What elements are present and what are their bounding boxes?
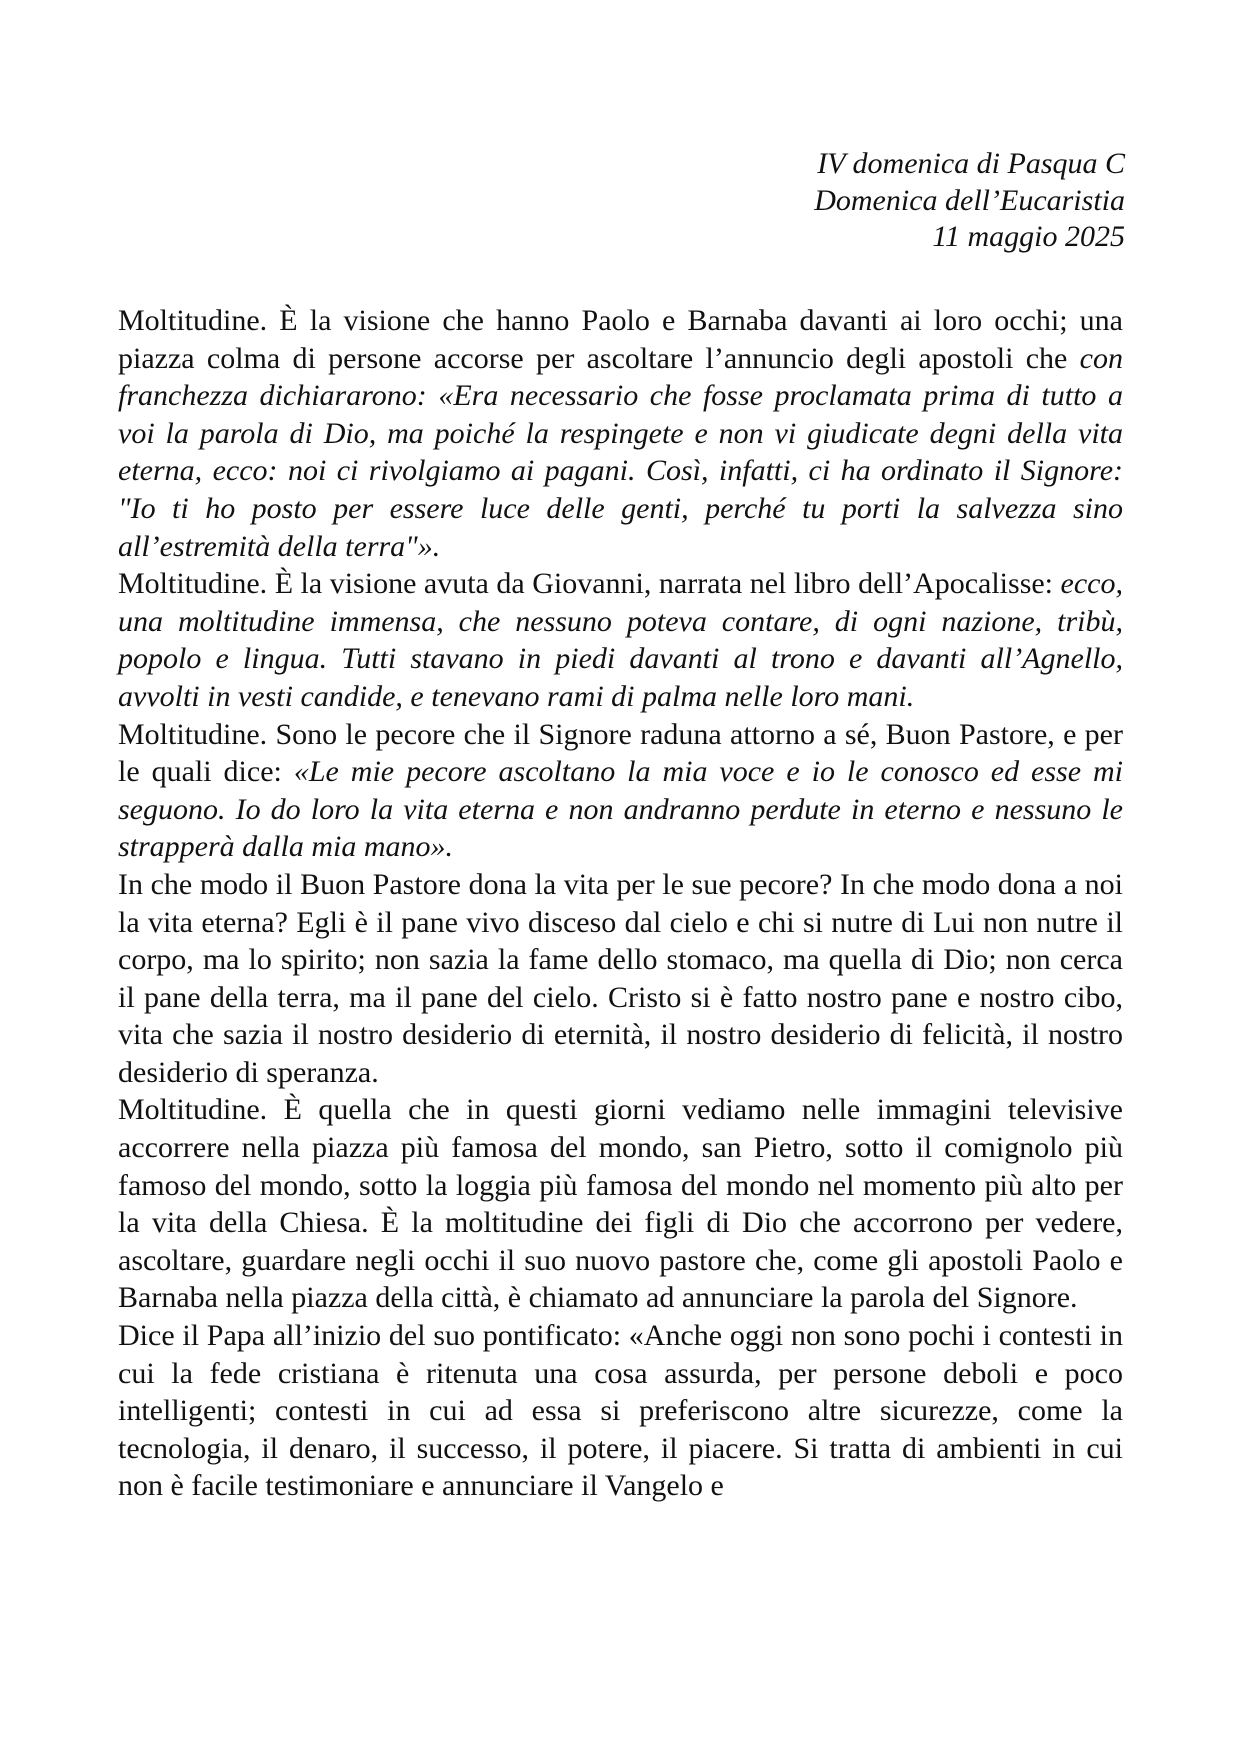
paragraph-3-text: Moltitudine. Sono le pecore che il Signore raduna attorno a sé, Buon Pastore, e per le quali dice: [118, 717, 1123, 789]
paragraph-1-text: Moltitudine. È la visione che hanno Paolo e Barnaba davanti ai loro occhi; una piazza colma di persone accorse per ascoltare l’annuncio degli apostoli che [118, 304, 1123, 375]
paragraph-4 [118, 866, 1123, 1092]
paragraph-3 [118, 716, 1123, 866]
paragraph-1-quote: con franchezza dichiararono: «Era necessario che fosse proclamata prima di tutto a voi la parola di Dio, ma poiché la respingete e non vi giudicate degni della vita eterna, ecco: noi ci rivolgiamo ai pagani. Così, infatti, ci ha ordinato il Signore: "Io ti ho posto per essere luce delle genti, perché tu porti la salvezza sino all’estremità della terra"». [118, 341, 1123, 563]
homily-body [118, 302, 1123, 1505]
paragraph-4-text: In che modo il Buon Pastore dona la vita per le sue pecore? In che modo dona a noi la vita eterna? Egli è il pane vivo disceso dal cielo e chi si nutre di Lui non nutre il corpo, ma lo spirito; non sazia la fame dello stomaco, ma quella di Dio; non cerca il pane della terra, ma il pane del cielo. Cristo si è fatto nostro pane e nostro cibo, vita che sazia il nostro desiderio di eternità, il nostro desiderio di felicità, il nostro desiderio di speranza. [118, 867, 1123, 1089]
paragraph-2 [118, 565, 1123, 715]
feast-title: Domenica dell’Eucaristia [814, 183, 1125, 217]
paragraph-2-quote: ecco, una moltitudine immensa, che nessuno poteva contare, di ogni nazione, tribù, popolo e lingua. Tutti stavano in piedi davanti al trono e davanti all’Agnello, avvolti in vesti candide, e tenevano rami di palma nelle loro mani. [118, 567, 1123, 713]
header-block [425, 146, 1125, 256]
paragraph-5 [118, 1091, 1123, 1317]
paragraph-1 [118, 302, 1123, 565]
liturgical-sunday: IV domenica di Pasqua C [817, 147, 1125, 180]
paragraph-6-text: Dice il Papa all’inizio del suo pontificato: «Anche oggi non sono pochi i contesti in cui la fede cristiana è ritenuta una cosa assurda, per persone deboli e poco intelligenti; contesti in cui ad essa si preferiscono altre sicurezze, come la tecnologia, il denaro, il successo, il potere, il piacere. Si tratta di ambienti in cui non è facile testimoniare e annunciare il Vangelo e [118, 1319, 1123, 1503]
paragraph-3-quote: «Le mie pecore ascoltano la mia voce e io le conosco ed esse mi seguono. Io do loro la vita eterna e non andranno perdute in eterno e nessuno le strapperà dalla mia mano». [118, 755, 1123, 864]
paragraph-5-text: Moltitudine. È quella che in questi giorni vediamo nelle immagini televisive accorrere nella piazza più famosa del mondo, san Pietro, sotto il comignolo più famoso del mondo, sotto la loggia più famosa del mondo nel momento più alto per la vita della Chiesa. È la moltitudine dei figli di Dio che accorrono per vedere, ascoltare, guardare negli occhi il suo nuovo pastore che, come gli apostoli Paolo e Barnaba nella piazza della città, è chiamato ad annunciare la parola del Signore. [118, 1093, 1123, 1315]
paragraph-2-text: Moltitudine. È la visione avuta da Giovanni, narrata nel libro dell’Apocalisse: [118, 567, 1061, 601]
paragraph-6 [118, 1317, 1123, 1505]
date: 11 maggio 2025 [932, 220, 1125, 253]
